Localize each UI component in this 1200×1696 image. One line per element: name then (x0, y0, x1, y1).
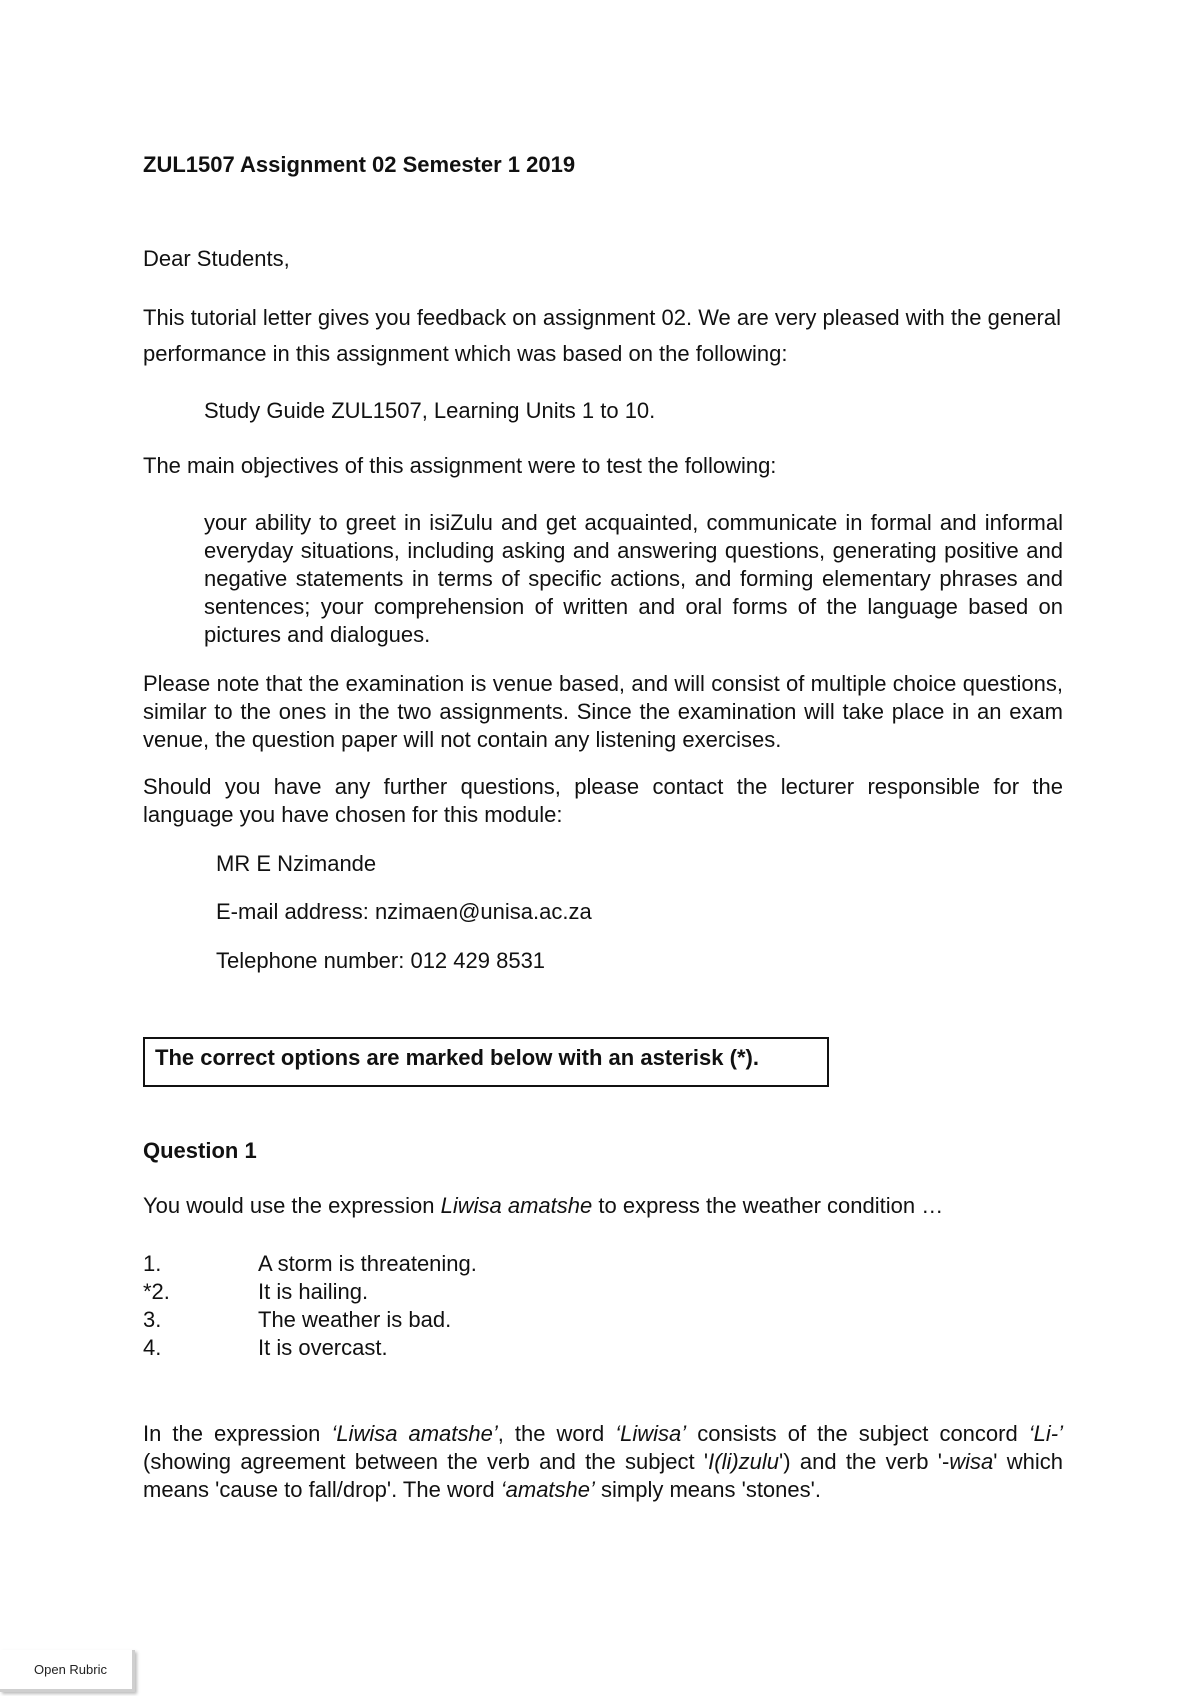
option-row (143, 1306, 477, 1334)
expl-italic: ‘amatshe’ (500, 1477, 595, 1502)
expl-italic: wisa (949, 1449, 994, 1474)
contact-intro-paragraph: Should you have any further questions, please contact the lecturer responsible for the language you have chosen for this module: (143, 774, 1063, 827)
lecturer-email: E-mail address: nzimaen@unisa.ac.za (216, 899, 592, 924)
option-row (143, 1278, 477, 1306)
option-number: 1. (143, 1251, 162, 1276)
prompt-pre: You would use the expression (143, 1193, 441, 1218)
expl-part: , the word (497, 1421, 616, 1446)
option-number: 3. (143, 1307, 162, 1332)
question-1-heading: Question 1 (143, 1138, 257, 1163)
expl-part: ' which means 'cause to fall/drop'. The word (143, 1449, 1063, 1502)
lecturer-name: MR E Nzimande (216, 851, 377, 876)
expl-part: ') and the verb '- (779, 1449, 950, 1474)
document-title: ZUL1507 Assignment 02 Semester 1 2019 (143, 152, 576, 177)
expl-part: In the expression (143, 1421, 332, 1446)
option-text: The weather is bad. (258, 1307, 452, 1332)
expl-italic: ‘Liwisa’ (615, 1421, 687, 1446)
option-text: It is overcast. (258, 1335, 388, 1360)
intro-paragraph: This tutorial letter gives you feedback on assignment 02. We are very pleased with the general performance in this assignment which was based on the following: (143, 305, 1061, 366)
correct-options-note-box (143, 1037, 829, 1087)
prompt-post: to express the weather condition … (592, 1193, 944, 1218)
prompt-term: Liwisa amatshe (440, 1193, 593, 1218)
option-number: *2. (143, 1279, 170, 1304)
question-1-prompt (143, 1192, 1063, 1220)
option-row (143, 1250, 477, 1278)
option-number: 4. (143, 1335, 162, 1360)
option-row (143, 1334, 477, 1362)
expl-italic: ‘Liwisa amatshe’ (331, 1421, 498, 1446)
option-text: It is hailing. (258, 1279, 369, 1304)
objectives-intro: The main objectives of this assignment were to test the following: (143, 453, 777, 478)
expl-part: (showing agreement between the verb and the subject ' (143, 1449, 709, 1474)
expl-part: consists of the subject concord (686, 1421, 1029, 1446)
objectives-paragraph: your ability to greet in isiZulu and get acquainted, communicate in formal and informal everyday situations, including asking and answering questions, generating positive and negative statements in terms of specific actions, and forming elementary phrases and sentences; your comprehension of written and oral forms of the language based on pictures and dialogues. (204, 510, 1063, 647)
greeting: Dear Students, (143, 246, 290, 271)
question-1-explanation (143, 1420, 1063, 1504)
question-1-options (143, 1250, 477, 1362)
expl-part: simply means 'stones'. (594, 1477, 821, 1502)
option-text: A storm is threatening. (258, 1251, 477, 1276)
expl-italic: I(li)zulu (708, 1449, 780, 1474)
lecturer-phone: Telephone number: 012 429 8531 (216, 948, 546, 973)
exam-note-paragraph: Please note that the examination is venue based, and will consist of multiple choice questions, similar to the ones in the two assignments. Since the examination will take place in an exam venue, the question paper will not contain any listening exercises. (143, 671, 1063, 752)
correct-options-note: The correct options are marked below with an asterisk (*). (155, 1045, 759, 1070)
study-guide-line: Study Guide ZUL1507, Learning Units 1 to 10. (204, 398, 656, 423)
open-rubric-label: Open Rubric (34, 1662, 107, 1677)
expl-italic: ‘Li-’ (1028, 1421, 1063, 1446)
open-rubric-button[interactable] (0, 1650, 135, 1692)
